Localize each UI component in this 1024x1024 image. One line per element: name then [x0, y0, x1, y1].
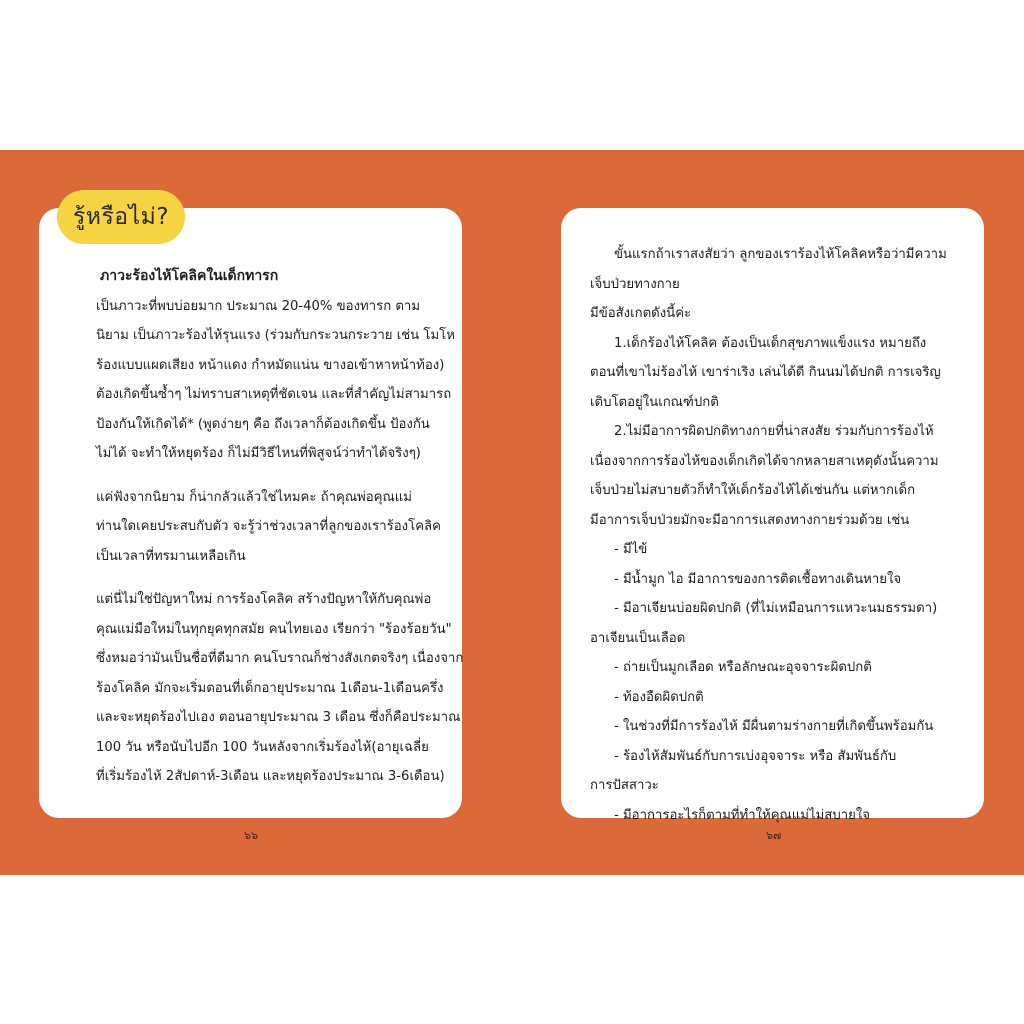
- paragraph-line: นิยาม เป็นภาวะร้องไห้รุนแรง (ร่วมกับกระวนกระวาย เช่น โมโห: [96, 328, 455, 343]
- right-page-content: [590, 240, 960, 830]
- paragraph-line: ร้องโคลิค มักจะเริ่มตอนที่เด็กอายุประมาณ 1เดือน-1เดือนครึ่ง: [96, 680, 444, 696]
- paragraph-line: ที่เริ่มร้องไห้ 2สัปดาห์-3เดือน และหยุดร้องประมาณ 3-6เดือน): [96, 769, 445, 784]
- list-item: - ในช่วงที่มีการร้องไห้ มีผื่นตามร่างกายที่เกิดขึ้นพร้อมกัน: [614, 719, 934, 734]
- paragraph-line: ร้องแบบแผดเสียง หน้าแดง กำหมัดแน่น ขางอเข้าหาหน้าท้อง): [96, 357, 445, 373]
- paragraph-line: เติบโตอยู่ในเกณฑ์ปกติ: [590, 394, 719, 410]
- list-item: - ท้องอืดผิดปกติ: [614, 689, 704, 705]
- paragraph-line: ตอนที่เขาไม่ร้องไห้ เขาร่าเริง เล่นได้ดี กินนมได้ปกติ การเจริญ: [590, 365, 941, 380]
- paragraph-line: ขั้นแรกถ้าเราสงสัยว่า ลูกของเราร้องไห้โคลิคหรือว่ามีความ: [614, 247, 947, 262]
- list-item: - มีอาเจียนบ่อยผิดปกติ (ที่ไม่เหมือนการแหวะนมธรรมดา): [614, 601, 938, 616]
- list-item-continuation: อาเจียนเป็นเลือด: [590, 630, 686, 646]
- paragraph-line: เจ็บป่วยไม่สบายตัวก็ทำให้เด็กร้องไห้ได้เช่นกัน แต่หากเด็ก: [590, 483, 916, 498]
- paragraph-line: ท่านใดเคยประสบกับตัว จะรู้ว่าช่วงเวลาที่ลูกของเราร้องโคลิค: [96, 519, 441, 534]
- paragraph-line: แค่ฟังจากนิยาม ก็น่ากลัวแล้วใช่ไหมคะ ถ้าคุณพ่อคุณแม่: [96, 489, 412, 505]
- list-item: - มีอาการอะไรก็ตามที่ทำให้คุณแม่ไม่สบายใจ: [614, 807, 871, 823]
- paragraph-line: ป้องกันให้เกิดได้* (พูดง่ายๆ คือ ถึงเวลาก็ต้องเกิดขึ้น ป้องกัน: [96, 416, 430, 432]
- paragraph-line: เป็นเวลาที่ทรมานเหลือเกิน: [96, 548, 246, 564]
- paragraph-line: ต้องเกิดขึ้นซ้ำๆ ไม่ทราบสาเหตุที่ชัดเจน และที่สำคัญไม่สามารถ: [96, 387, 452, 402]
- list-item: - มีน้ำมูก ไอ มีอาการของการติดเชื้อทางเดินหายใจ: [614, 571, 902, 587]
- left-page-content: [64, 262, 464, 792]
- paragraph-line: 1.เด็กร้องไห้โคลิค ต้องเป็นเด็กสุขภาพแข็งแรง หมายถึง: [614, 335, 927, 351]
- section-heading: ภาวะร้องไห้โคลิคในเด็กทารก: [100, 268, 279, 284]
- paragraph-line: และจะหยุดร้องไปเอง ตอนอายุประมาณ 3 เดือน ซึ่งก็คือประมาณ: [96, 710, 461, 725]
- paragraph-line: มีอาการเจ็บป่วยมักจะมีอาการแสดงทางกายร่วมด้วย เช่น: [590, 512, 910, 528]
- paragraph-line: เป็นภาวะที่พบบ่อยมาก ประมาณ 20-40% ของทารก ตาม: [96, 298, 421, 314]
- paragraph-line: มีข้อสังเกตดังนี้ค่ะ: [590, 306, 692, 321]
- paragraph-line: ซึ่งหมอว่ามันเป็นชื่อที่ดีมาก คนโบราณก็ช่างสังเกตจริงๆ เนื่องจาก: [96, 651, 464, 666]
- paragraph-line: คุณแม่มือใหม่ในทุกยุคทุกสมัย คนไทยเอง เรียกว่า "ร้องร้อยวัน": [96, 621, 452, 637]
- page-number-left: ๖๖: [244, 829, 258, 842]
- paragraph-line: ไม่ได้ จะทำให้หยุดร้อง ก็ไม่มีวิธีไหนที่พิสูจน์ว่าทำได้จริงๆ): [96, 446, 421, 461]
- list-item: - ร้องไห้สัมพันธ์กับการเบ่งอุจจาระ หรือ สัมพันธ์กับ: [614, 748, 897, 764]
- list-item: - ถ่ายเป็นมูกเลือด หรือลักษณะอุจจาระผิดปกติ: [614, 660, 872, 675]
- paragraph-line: เจ็บป่วยทางกาย: [590, 276, 680, 292]
- did-you-know-badge: [57, 190, 185, 244]
- paragraph-line: เนื่องจากการร้องไห้ของเด็กเกิดได้จากหลายสาเหตุดังนั้นความ: [590, 453, 939, 469]
- badge-label: รู้หรือไม่?: [72, 204, 170, 230]
- paragraph-line: 100 วัน หรือนับไปอีก 100 วันหลังจากเริ่มร้องไห้(อายุเฉลี่ย: [96, 739, 429, 755]
- paragraph-line: 2.ไม่มีอาการผิดปกติทางกายที่น่าสงสัย ร่วมกับการร้องไห้: [614, 424, 934, 439]
- page-number-right: ๖๗: [766, 829, 782, 842]
- list-item: - มีไข้: [614, 542, 648, 557]
- paragraph-line: แต่นี่ไม่ใช่ปัญหาใหม่ การร้องโคลิค สร้างปัญหาให้กับคุณพ่อ: [96, 592, 432, 607]
- list-item-continuation: การปัสสาวะ: [590, 778, 659, 793]
